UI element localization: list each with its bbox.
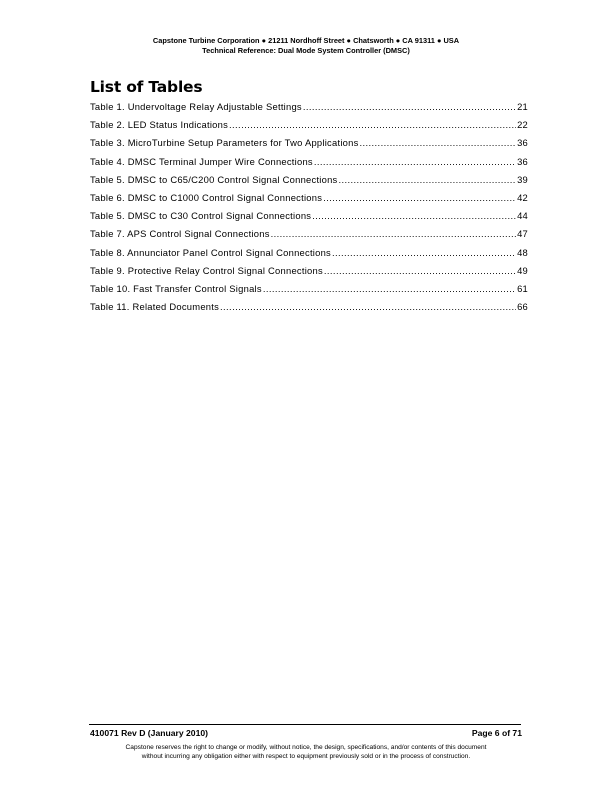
toc-leader-dots (271, 228, 516, 239)
toc-entry[interactable] (90, 192, 528, 210)
footer-disclaimer (0, 743, 612, 761)
footer-divider (89, 724, 521, 725)
toc-entry-label: Table 2. LED Status Indications (90, 119, 229, 131)
toc-entry[interactable] (90, 228, 528, 246)
toc-entry[interactable] (90, 137, 528, 155)
footer-disclaimer-line: without incurring any obligation either with respect to equipment previously sold or in the process of construction. (141, 753, 471, 760)
toc-entry-page: 61 (517, 282, 528, 294)
toc-entry-page: 22 (517, 119, 528, 131)
toc-leader-dots (339, 174, 517, 185)
footer-disclaimer-line: Capstone reserves the right to change or modify, without notice, the design, specifications, and/or contents of this document (125, 744, 487, 751)
toc-leader-dots (314, 156, 516, 167)
toc-entry[interactable] (90, 265, 528, 283)
toc-entry-page: 39 (517, 173, 528, 185)
toc-entry-label: Table 8. Annunciator Panel Control Signal Connections (90, 246, 331, 258)
toc-entry[interactable] (90, 174, 528, 192)
toc-leader-dots (303, 101, 516, 112)
toc-entry-label: Table 1. Undervoltage Relay Adjustable Settings (90, 101, 302, 112)
toc-entry-page: 44 (517, 210, 528, 222)
toc-leader-dots (312, 210, 516, 221)
toc-entry[interactable] (90, 210, 528, 228)
toc-entry-label: Table 3. MicroTurbine Setup Parameters for Two Applications (90, 137, 359, 149)
toc-entry-label: Table 5. DMSC to C30 Control Signal Connections (90, 210, 312, 222)
list-of-tables (90, 101, 528, 319)
toc-leader-dots (229, 119, 516, 130)
toc-entry-page: 21 (517, 101, 528, 112)
toc-leader-dots (220, 301, 516, 312)
toc-entry[interactable] (90, 156, 528, 174)
footer-page-number: Page 6 of 71 (471, 728, 522, 738)
toc-entry-label: Table 7. APS Control Signal Connections (90, 228, 270, 240)
header-company-line: Capstone Turbine Corporation ● 21211 Nordhoff Street ● Chatsworth ● CA 91311 ● USA (152, 36, 460, 45)
toc-entry-label: Table 10. Fast Transfer Control Signals (90, 282, 262, 294)
toc-entry[interactable] (90, 301, 528, 319)
toc-leader-dots (332, 247, 516, 258)
toc-leader-dots (324, 265, 516, 276)
toc-entry[interactable] (90, 247, 528, 265)
toc-entry-page: 66 (517, 301, 528, 313)
toc-entry[interactable] (90, 283, 528, 301)
toc-entry-label: Table 5. DMSC to C65/C200 Control Signal Connections (90, 173, 338, 185)
toc-entry-page: 49 (517, 264, 528, 276)
header-document-line: Technical Reference: Dual Mode System Controller (DMSC) (202, 46, 410, 55)
page-title: List of Tables (90, 78, 203, 96)
toc-entry-page: 47 (517, 228, 528, 240)
toc-leader-dots (263, 283, 516, 294)
toc-entry-page: 48 (517, 246, 528, 258)
toc-entry[interactable] (90, 101, 528, 119)
footer-document-number: 410071 Rev D (January 2010) (90, 728, 209, 738)
page-header (0, 36, 612, 56)
toc-entry-label: Table 11. Related Documents (90, 301, 220, 313)
toc-leader-dots (360, 137, 517, 148)
toc-entry-label: Table 6. DMSC to C1000 Control Signal Connections (90, 191, 323, 203)
toc-leader-dots (323, 192, 516, 203)
toc-entry-page: 36 (517, 137, 528, 149)
toc-entry-page: 36 (517, 155, 528, 167)
toc-entry-label: Table 9. Protective Relay Control Signal Connections (90, 264, 323, 276)
toc-entry-label: Table 4. DMSC Terminal Jumper Wire Connections (90, 155, 313, 167)
toc-entry[interactable] (90, 119, 528, 137)
toc-entry-page: 42 (517, 191, 528, 203)
